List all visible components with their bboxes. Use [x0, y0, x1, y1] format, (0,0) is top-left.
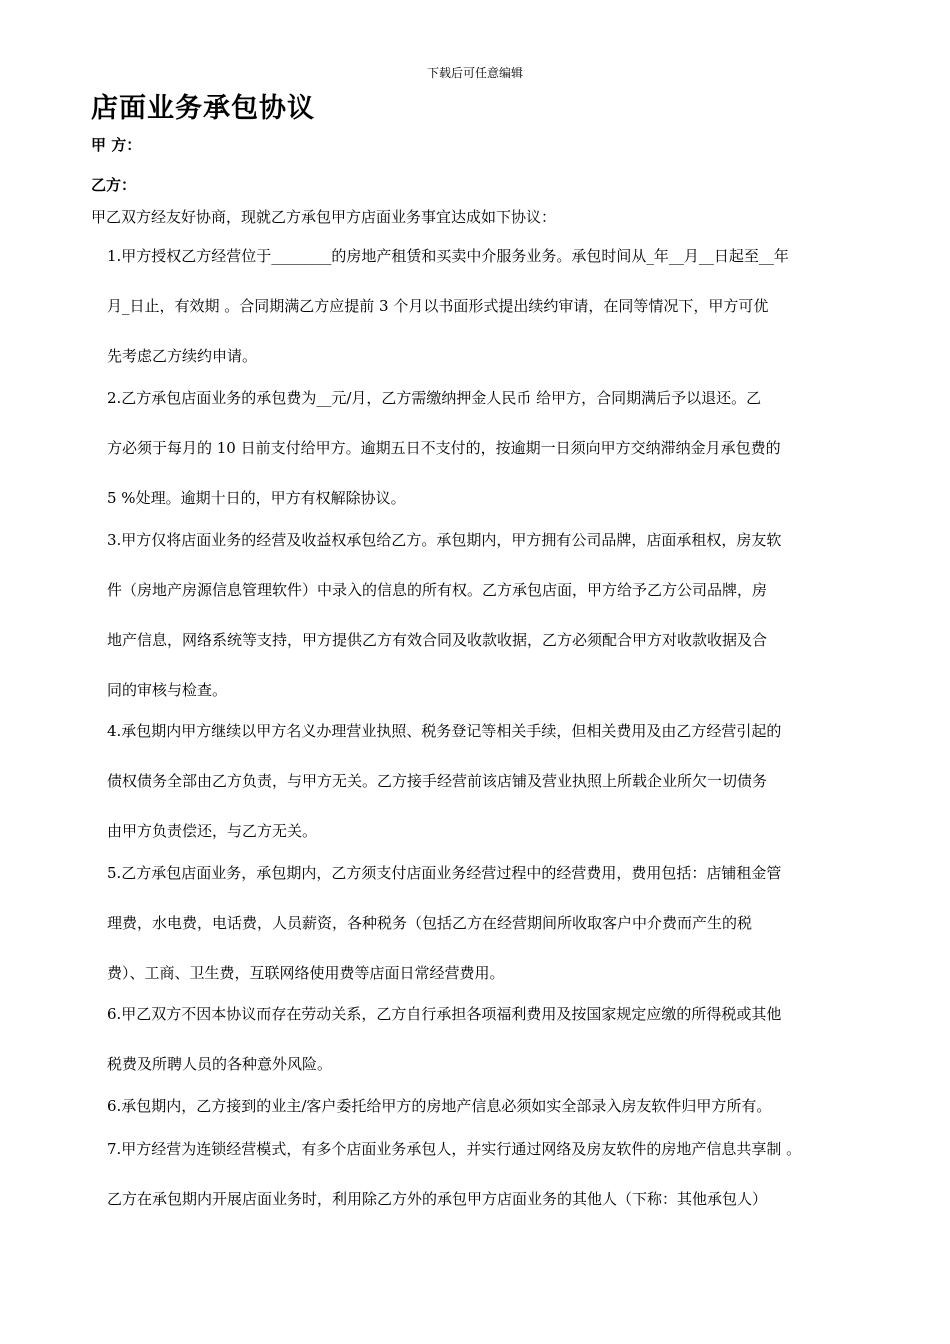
clause-line: 理费，水电费，电话费，人员薪资，各种税务（包括乙方在经营期间所收取客户中介费而产生的税 — [107, 914, 753, 932]
clause-2 — [107, 373, 867, 523]
clause-line: 债权债务全部由乙方负责，与甲方无关。乙方接手经营前该店铺及营业执照上所载企业所欠一切债务 — [107, 772, 768, 790]
clause-line: 同的审核与检查。 — [107, 681, 228, 699]
clause-line: 先考虑乙方续约申请。 — [107, 347, 258, 365]
party-a-label: 甲 方： — [91, 136, 142, 154]
clause-line: 4.承包期内甲方继续以甲方名义办理营业执照、税务登记等相关手续，但相关费用及由乙方经营引起的 — [107, 722, 782, 740]
clause-line: 方必须于每月的 10 日前支付给甲方。逾期五日不支付的，按逾期一日须向甲方交纳滞纳金月承包费的 — [107, 439, 781, 457]
clause-line: 税费及所聘人员的各种意外风险。 — [107, 1055, 333, 1073]
clause-7 — [107, 1124, 867, 1224]
clause-6 — [107, 989, 867, 1089]
clause-line: 3.甲方仅将店面业务的经营及收益权承包给乙方。承包期内，甲方拥有公司品牌，店面承租权，房友软 — [107, 531, 782, 549]
clause-line: 2.乙方承包店面业务的承包费为__元/月，乙方需缴纳押金人民币 给甲方，合同期满后予以退还。乙 — [107, 389, 762, 407]
clause-line: 6.甲乙双方不因本协议而存在劳动关系，乙方自行承担各项福利费用及按国家规定应缴的所得税或其他 — [107, 1005, 782, 1023]
document-title: 店面业务承包协议 — [91, 93, 315, 124]
clause-4 — [107, 706, 867, 856]
clause-line: 地产信息，网络系统等支持，甲方提供乙方有效合同及收款收据，乙方必须配合甲方对收款收据及合 — [107, 631, 768, 649]
party-b-label: 乙方： — [91, 176, 137, 194]
clause-line: 乙方在承包期内开展店面业务时，利用除乙方外的承包甲方店面业务的其他人（下称：其他承包人） — [107, 1190, 768, 1208]
clause-line: 5 %处理。逾期十日的，甲方有权解除协议。 — [107, 489, 406, 507]
intro-paragraph: 甲乙双方经友好协商，现就乙方承包甲方店面业务事宜达成如下协议： — [91, 208, 557, 226]
clause-line: 件（房地产房源信息管理软件）中录入的信息的所有权。乙方承包店面，甲方给予乙方公司品牌，房 — [107, 581, 768, 599]
clause-line: 7.甲方经营为连锁经营模式，有多个店面业务承包人，并实行通过网络及房友软件的房地产信息共享制 。 — [107, 1140, 802, 1158]
header-note: 下载后可任意编辑 — [426, 66, 523, 80]
clause-line: 费）、工商、卫生费，互联网络使用费等店面日常经营费用。 — [107, 964, 505, 982]
clause-line: 月_日止，有效期 。合同期满乙方应提前 3 个月以书面形式提出续约审请，在同等情况下，甲方可优 — [107, 297, 769, 315]
clause-5 — [107, 848, 867, 998]
clause-line: 5.乙方承包店面业务，承包期内，乙方须支付店面业务经营过程中的经营费用，费用包括：店铺租金管 — [107, 864, 782, 882]
clause-1 — [107, 231, 867, 381]
clause-3 — [107, 515, 867, 715]
clause-line: 由甲方负责偿还，与乙方无关。 — [107, 822, 318, 840]
clause-line: 1.甲方授权乙方经营位于________的房地产租赁和买卖中介服务业务。承包时间从_年__月__日起至__年 — [107, 247, 789, 265]
clause-line: 6.承包期内，乙方接到的业主/客户委托给甲方的房地产信息必须如实全部录入房友软件归甲方所有。 — [107, 1097, 772, 1115]
